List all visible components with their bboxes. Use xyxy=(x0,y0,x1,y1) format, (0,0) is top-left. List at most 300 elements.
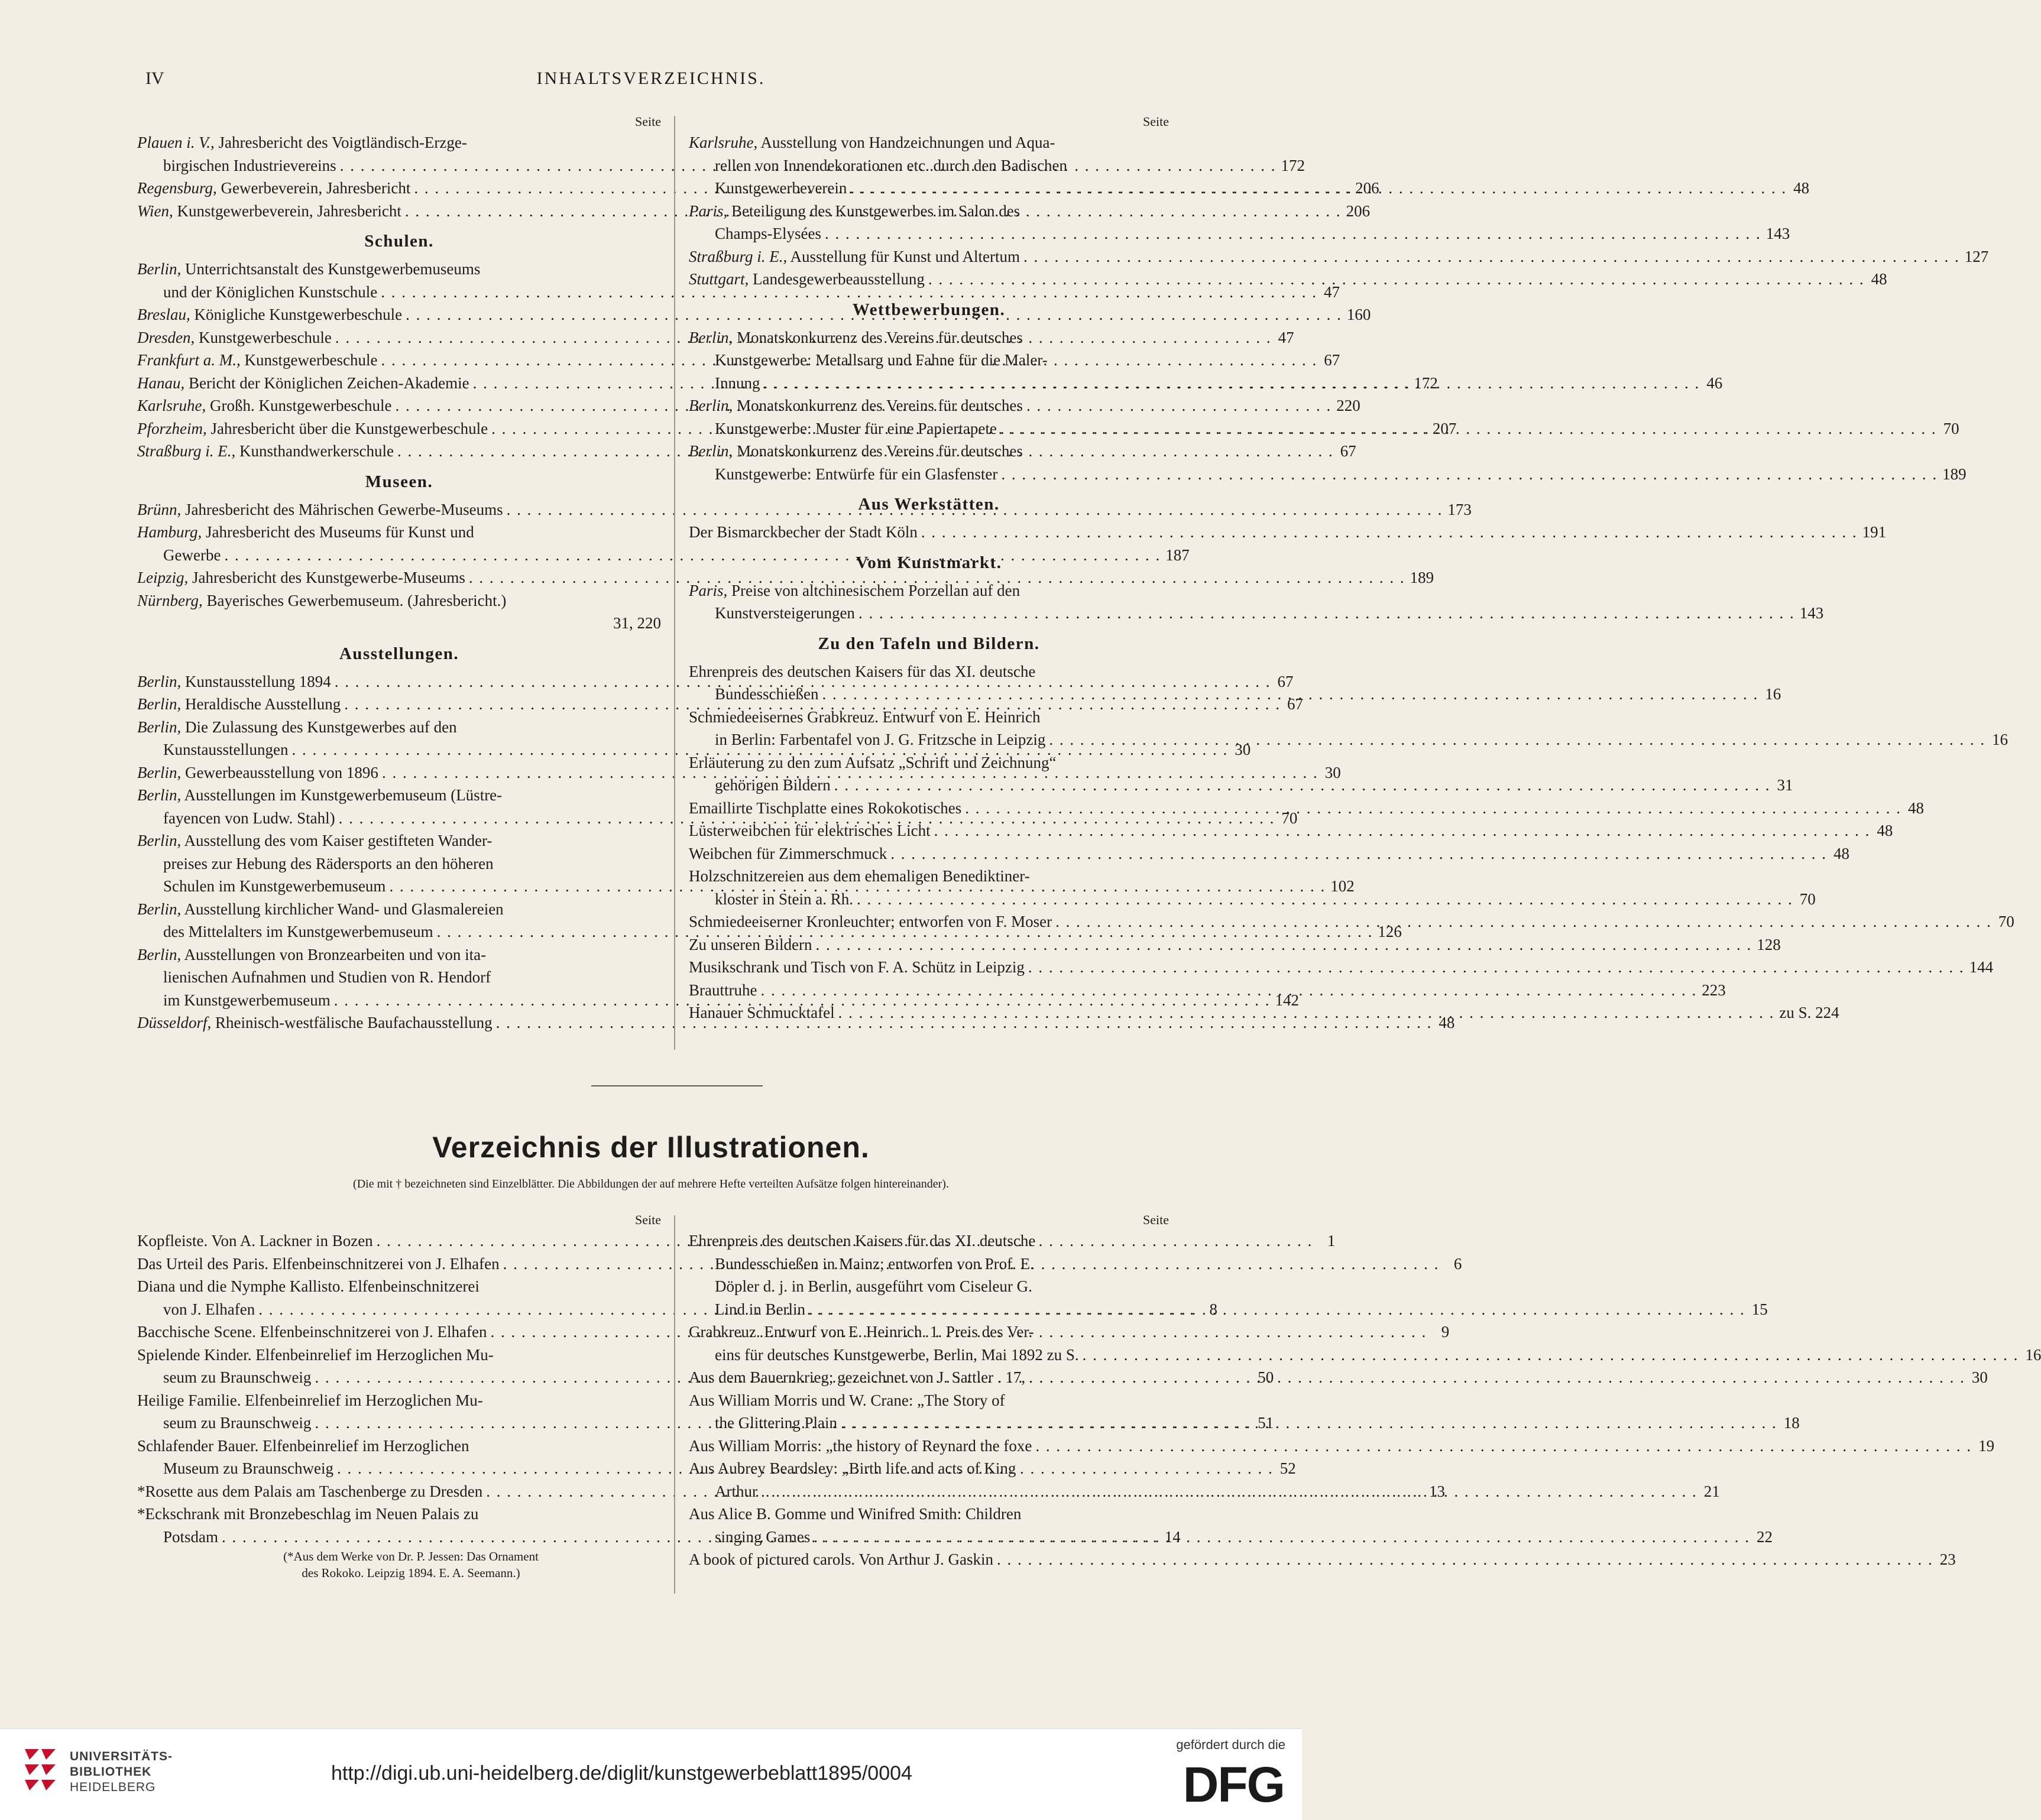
dot-leader xyxy=(805,1298,1745,1321)
entry-title: Beteiligung des Kunstgewerbes im Salon des xyxy=(731,202,1020,220)
entry-place: Berlin, xyxy=(137,786,182,804)
entry-title: Schmiedeeisernes Grabkreuz. Entwurf von E. Heinrich xyxy=(689,708,1041,726)
entry-page: 70 xyxy=(1943,419,1959,437)
entry-page: 70 xyxy=(1799,890,1816,908)
entry-first-line xyxy=(137,589,661,612)
entry-text xyxy=(137,258,480,281)
entry-continuation: Döpler d. j. in Berlin, ausgeführt vom Ciseleur G. xyxy=(715,1277,1032,1295)
entry-continuation: Kunstgewerbe: Metallsarg und Fahne für die Maler- xyxy=(715,351,1048,369)
entry-page: 14 xyxy=(1164,1527,1181,1546)
entry-text xyxy=(689,842,887,865)
entry-text xyxy=(137,1011,493,1034)
funded-by-label: gefördert durch die xyxy=(1176,1737,1285,1752)
entry-place: Berlin, xyxy=(137,695,182,713)
entry-page: 48 xyxy=(1833,844,1849,862)
toc-entry xyxy=(137,566,1434,589)
entry-title: Kunstgewerbeschule xyxy=(244,351,378,369)
entry-continuation: Champs-Elysées xyxy=(715,225,821,242)
entry-page: 22 xyxy=(1757,1527,1773,1546)
entry-page: 206 xyxy=(1346,202,1371,220)
entry-continuation: Bundesschießen in Mainz; entworfen von Prof. E. xyxy=(715,1254,1034,1273)
entry-text xyxy=(689,1503,1021,1526)
entry-text xyxy=(137,200,401,223)
entry-page: 21 xyxy=(1703,1482,1720,1500)
entry-page: 23 xyxy=(1939,1550,1956,1568)
entry-text xyxy=(689,268,925,291)
seite-label: Seite xyxy=(1143,1212,1169,1227)
entry-page: 30 xyxy=(1324,763,1341,781)
entry-title: Aus William Morris und W. Crane: „The Story of xyxy=(689,1391,1005,1409)
entry-place: Straßburg i. E., xyxy=(689,247,788,265)
entry-page: 126 xyxy=(1378,923,1402,940)
entry-text xyxy=(689,1435,1032,1458)
entry-text xyxy=(689,660,1035,683)
toc-entry xyxy=(689,1548,1956,1571)
entry-continuation-line xyxy=(137,966,661,989)
entry-text xyxy=(137,303,402,326)
entry-text xyxy=(137,326,332,349)
entry-place: Berlin, xyxy=(137,718,182,736)
entry-title: Zu unseren Bildern xyxy=(689,935,812,953)
footer-bar xyxy=(0,1728,1302,1820)
entry-page: 47 xyxy=(1278,328,1294,346)
entry-first-line xyxy=(689,245,1989,268)
section-heading-tafeln: Zu den Tafeln und Bildern. xyxy=(818,634,1040,653)
entry-text xyxy=(689,394,1023,417)
page-number: IV xyxy=(145,69,164,88)
entry-page: 48 xyxy=(1877,822,1893,839)
dot-leader xyxy=(853,888,1793,911)
dot-leader xyxy=(1052,910,1992,933)
entry-first-line xyxy=(689,660,1169,683)
entry-title: Grabkreuz. Entwurf von E. Heinrich. 1. Preis des Ver- xyxy=(689,1323,1034,1341)
entry-title: Musikschrank und Tisch von F. A. Schütz in Leipzig xyxy=(689,958,1025,976)
entry-continuation: fayencen von Ludw. Stahl) xyxy=(163,809,335,827)
entry-page: 13 xyxy=(1428,1482,1445,1500)
entry-first-line xyxy=(137,258,661,281)
entry-title: Weibchen für Zimmerschmuck xyxy=(689,844,887,862)
entry-title: Ausstellungen von Bronzearbeiten und von ita- xyxy=(184,945,487,963)
entry-page: 220 xyxy=(1336,397,1360,414)
entry-page: 48 xyxy=(1907,799,1924,817)
entry-continuation-line xyxy=(137,852,661,875)
dot-leader xyxy=(925,268,1865,291)
entry-first-line xyxy=(689,440,1169,463)
entry-place: Leipzig, xyxy=(137,569,189,586)
entry-text xyxy=(137,440,394,463)
entry-text xyxy=(137,1321,487,1344)
entry-text xyxy=(137,566,465,589)
entry-page: 207 xyxy=(1432,419,1457,437)
entry-first-line xyxy=(689,751,1169,774)
dot-leader xyxy=(835,1001,1775,1024)
entry-text xyxy=(137,417,488,440)
toc-entry xyxy=(689,1321,2041,1366)
entry-title: Monatskonkurrenz des Vereins für deutsches xyxy=(737,397,1023,414)
entry-title: Holzschnitzereien aus dem ehemaligen Benediktiner- xyxy=(689,867,1030,885)
entry-continuation-line xyxy=(689,1253,1169,1276)
entry-title: Jahresbericht des Kunstgewerbe-Museums xyxy=(192,569,465,586)
entry-text xyxy=(137,1275,480,1298)
university-library-logo-icon xyxy=(21,1747,60,1798)
entry-text xyxy=(689,1457,1016,1480)
entry-text xyxy=(137,498,503,521)
entry-continuation: Lind in Berlin xyxy=(715,1300,805,1318)
entry-title: Großh. Kunstgewerbeschule xyxy=(210,397,392,414)
entry-page: 173 xyxy=(1447,500,1472,518)
entry-continuation: the Glittering Plain xyxy=(715,1414,837,1432)
entry-text xyxy=(137,372,469,395)
entry-title: Das Urteil des Paris. Elfenbeinschnitzerei von J. Elhafen xyxy=(137,1254,500,1273)
entry-title: Unterrichtsanstalt des Kunstgewerbemuseums xyxy=(185,260,481,278)
entry-continuation: singing Games xyxy=(715,1527,811,1546)
entry-text xyxy=(137,1389,483,1412)
entry-continuation: eins für deutsches Kunstgewerbe, Berlin, Mai 1892 zu S. xyxy=(715,1345,1079,1364)
entry-first-line xyxy=(689,131,1169,154)
entry-text xyxy=(689,579,1020,602)
entry-page: 31 xyxy=(1777,776,1793,794)
entry-last-line xyxy=(689,463,1967,486)
entry-text xyxy=(137,131,467,154)
entry-text xyxy=(689,1229,1035,1253)
entry-first-line xyxy=(689,1435,1995,1458)
entry-last-line xyxy=(689,774,1793,797)
entry-page: 206 xyxy=(1355,179,1379,197)
entry-continuation: Kunstgewerbe: Entwürfe für ein Glasfenster xyxy=(715,465,998,483)
dot-leader xyxy=(837,1412,1777,1435)
entry-page: 48 xyxy=(1871,270,1887,288)
entry-title: Gewerbeausstellung von 1896 xyxy=(185,763,378,781)
entry-continuation: in Berlin: Farbentafel von J. G. Fritzsche in Leipzig xyxy=(715,731,1046,748)
entry-title: Lüsterweibchen für elektrisches Licht xyxy=(689,822,931,839)
entry-page: 51 xyxy=(1258,1414,1274,1432)
entry-place: Straßburg i. E., xyxy=(137,442,236,460)
dot-leader xyxy=(855,602,1795,625)
entry-first-line xyxy=(137,1389,661,1412)
entry-first-line xyxy=(689,1457,1169,1480)
entry-first-line xyxy=(137,784,661,807)
entry-text xyxy=(689,933,812,956)
footnote-line: des Rokoko. Leipzig 1894. E. A. Seemann.) xyxy=(302,1566,520,1580)
entry-continuation: Potsdam xyxy=(163,1527,219,1546)
entry-continuation: Bundesschießen xyxy=(715,685,819,703)
entry-place: Berlin, xyxy=(137,260,182,278)
entry-title: *Eckschrank mit Bronzebeschlag im Neuen Palais zu xyxy=(137,1505,479,1523)
entry-title: Ehrenpreis des deutschen Kaisers für das XI. deutsche xyxy=(689,662,1036,680)
seite-label: Seite xyxy=(635,1212,661,1227)
entry-text xyxy=(137,1253,500,1276)
library-name-line1: UNIVERSITÄTS- xyxy=(70,1750,173,1763)
entry-place: Frankfurt a. M., xyxy=(137,351,241,369)
entry-title: Schlafender Bauer. Elfenbeinrelief im Herzoglichen xyxy=(137,1436,469,1455)
entry-page: 47 xyxy=(1323,283,1340,301)
entry-title: Aus William Morris: „the history of Reynard the foxe xyxy=(689,1436,1032,1455)
entry-title: Landesgewerbeausstellung xyxy=(753,270,925,288)
section-divider xyxy=(591,1085,763,1086)
entry-text xyxy=(689,956,1025,979)
entry-first-line xyxy=(689,706,1169,729)
entry-text xyxy=(137,177,410,200)
entry-place: Berlin, xyxy=(689,328,733,346)
entry-continuation-line xyxy=(689,154,1169,177)
dot-leader xyxy=(810,1526,1750,1549)
entry-continuation: seum zu Braunschweig xyxy=(163,1414,312,1432)
entry-first-line xyxy=(689,1548,1956,1571)
entry-continuation: Innung xyxy=(715,374,760,392)
entry-page: 127 xyxy=(1964,247,1989,265)
entry-page: 172 xyxy=(1414,374,1438,392)
permalink-url[interactable]: http://digi.ub.uni-heidelberg.de/diglit/kunstgewerbeblatt1895/0004 xyxy=(331,1762,912,1785)
entry-title: Erläuterung zu den zum Aufsatz „Schrift und Zeichnung“ xyxy=(689,753,1057,771)
dot-leader xyxy=(847,177,1787,200)
dot-leader xyxy=(818,683,1758,706)
entry-place: Dresden, xyxy=(137,328,195,346)
entry-title: Ausstellung von Handzeichnungen und Aqua- xyxy=(760,134,1055,151)
entry-first-line xyxy=(689,1321,1169,1344)
seite-label: Seite xyxy=(1143,114,1169,129)
entry-text xyxy=(689,440,1023,463)
entry-title: Aus Aubrey Beardsley: „Birth life and acts of King xyxy=(689,1459,1016,1477)
entry-text xyxy=(689,131,1055,154)
entry-title: Kunstgewerbeschule xyxy=(198,328,332,346)
entry-title: Schmiedeeiserner Kronleuchter; entworfen von F. Moser xyxy=(689,913,1052,930)
entry-continuation: lienischen Aufnahmen und Studien von R. Hendorf xyxy=(163,968,491,986)
entry-first-line xyxy=(689,521,1887,544)
entry-title: Ausstellung für Kunst und Altertum xyxy=(790,247,1020,265)
entry-last-line xyxy=(137,612,661,635)
entry-page: 31, 220 xyxy=(613,614,661,632)
toc-entry xyxy=(137,589,661,635)
entry-place: Brünn, xyxy=(137,500,182,518)
entry-page: 67 xyxy=(1324,351,1340,369)
dot-leader xyxy=(931,819,1871,842)
entry-place: Regensburg, xyxy=(137,179,217,197)
entry-place: Berlin, xyxy=(689,397,733,414)
toc-entry xyxy=(689,842,1849,865)
entry-continuation: Kunstgewerbe: Muster für eine Papiertapete xyxy=(715,419,997,437)
dot-leader xyxy=(760,372,1700,395)
running-title: INHALTSVERZEICHNIS. xyxy=(536,69,766,88)
entry-first-line xyxy=(689,842,1849,865)
entry-first-line xyxy=(689,268,1887,291)
column-divider-2 xyxy=(674,1215,675,1594)
entry-first-line xyxy=(137,566,1434,589)
entry-continuation: rellen von Innendekorationen etc. durch den Badischen xyxy=(715,156,1068,174)
section-heading-kunstmarkt: Vom Kunstmarkt. xyxy=(856,553,1002,572)
dot-leader xyxy=(1079,1344,2019,1367)
entry-first-line xyxy=(137,1275,661,1298)
entry-title: Jahresbericht des Mährischen Gewerbe-Museums xyxy=(185,500,503,518)
toc-entry xyxy=(689,579,1824,625)
entry-place: Berlin, xyxy=(137,672,182,690)
entry-first-line xyxy=(689,1389,1169,1412)
entry-title: Ehrenpreis des deutschen Kaisers für das XI. deutsche xyxy=(689,1232,1036,1250)
entry-title: Aus Alice B. Gomme und Winifred Smith: Children xyxy=(689,1505,1022,1523)
entry-text xyxy=(137,394,391,417)
entry-text xyxy=(689,1548,993,1571)
entry-title: Ausstellung kirchlicher Wand- und Glasmalereien xyxy=(184,900,504,918)
entry-first-line xyxy=(137,716,661,739)
entry-continuation: Arthur xyxy=(715,1482,757,1500)
entry-last-line xyxy=(137,281,1340,304)
entry-page: 70 xyxy=(1998,913,2014,930)
entry-page: 143 xyxy=(1765,225,1790,242)
entry-continuation: Kunstversteigerungen xyxy=(715,604,855,622)
seite-label: Seite xyxy=(635,114,661,129)
entry-continuation-line xyxy=(689,349,1169,372)
entry-text xyxy=(689,865,1030,888)
dot-leader xyxy=(757,979,1697,1002)
illustrations-title: Verzeichnis der Illustrationen. xyxy=(432,1131,870,1164)
entry-first-line xyxy=(137,943,661,966)
entry-continuation: von J. Elhafen xyxy=(163,1300,255,1318)
entry-page: 102 xyxy=(1330,877,1355,895)
footnote-line: (*Aus dem Werke von Dr. P. Jessen: Das Ornament xyxy=(283,1549,539,1563)
entry-text xyxy=(137,521,474,544)
entry-text xyxy=(689,245,1020,268)
entry-title: Kunsthandwerkerschule xyxy=(239,442,394,460)
entry-text xyxy=(137,898,504,921)
entry-title: Ausstellungen im Kunstgewerbemuseum (Lüstre- xyxy=(184,786,503,804)
entry-place: Paris, xyxy=(689,581,728,599)
illustrations-note: (Die mit † bezeichneten sind Einzelblätter. Die Abbildungen der auf mehrere Hefte verteilten Aufsätze folgen hintereinander). xyxy=(353,1177,949,1190)
entry-title: Der Bismarckbecher der Stadt Köln xyxy=(689,523,918,541)
entry-page: 19 xyxy=(1978,1436,1995,1455)
entry-page: 187 xyxy=(1165,546,1190,564)
toc-entry xyxy=(689,1229,1768,1321)
entry-text xyxy=(689,819,931,842)
entry-place: Stuttgart, xyxy=(689,270,749,288)
entry-first-line xyxy=(689,579,1169,602)
toc-entry xyxy=(689,245,1989,268)
entry-last-line xyxy=(689,602,1824,625)
entry-first-line xyxy=(137,829,661,852)
entry-continuation: preises zur Hebung des Rädersports an den höheren xyxy=(163,854,494,872)
entry-place: Karlsruhe, xyxy=(137,397,206,414)
entry-text xyxy=(689,326,1023,349)
entry-page: 6 xyxy=(1453,1254,1462,1273)
dot-leader xyxy=(993,1548,1933,1571)
entry-title: Kunstgewerbeverein, Jahresbericht xyxy=(177,202,401,220)
entry-place: Berlin, xyxy=(137,763,182,781)
entry-first-line xyxy=(137,131,661,154)
entry-first-line xyxy=(689,865,1169,888)
entry-page: 67 xyxy=(1340,442,1356,460)
entry-title: Spielende Kinder. Elfenbeinrelief im Herzoglichen Mu- xyxy=(137,1345,494,1364)
entry-place: Pforzheim, xyxy=(137,419,207,437)
entry-title: Monatskonkurrenz des Vereins für deutsches xyxy=(737,328,1023,346)
entry-continuation: seum zu Braunschweig xyxy=(163,1368,312,1386)
entry-page: 16 xyxy=(1765,685,1781,703)
dot-leader xyxy=(1032,1435,1972,1458)
entry-place: Berlin, xyxy=(137,832,182,849)
entry-text xyxy=(689,1321,1034,1344)
section-heading-museen: Museen. xyxy=(365,472,433,491)
entry-continuation: birgischen Industrievereins xyxy=(163,156,336,174)
entry-title: Emaillirte Tischplatte eines Rokokotisches xyxy=(689,799,962,817)
entry-title: Bacchische Scene. Elfenbeinschnitzerei von J. Elhafen xyxy=(137,1323,487,1341)
entry-continuation: Gewerbe xyxy=(163,546,221,564)
entry-page: 18 xyxy=(1783,1414,1800,1432)
dot-leader xyxy=(821,222,1761,245)
toc-entry xyxy=(689,819,1893,842)
section-heading-ausstellungen: Ausstellungen. xyxy=(339,644,459,663)
entry-page: 172 xyxy=(1281,156,1305,174)
toc-entry xyxy=(689,956,1994,979)
toc-entry xyxy=(689,1435,1995,1458)
entry-page: 189 xyxy=(1410,569,1434,586)
entry-title: Jahresbericht des Museums für Kunst und xyxy=(206,523,474,541)
entry-title: Rheinisch-westfälische Baufachausstellung xyxy=(215,1014,493,1031)
entry-page: 48 xyxy=(1439,1014,1455,1031)
dot-leader xyxy=(961,797,1901,820)
entry-text xyxy=(689,521,918,544)
dot-leader xyxy=(1045,728,1985,751)
entry-page: 142 xyxy=(1275,991,1299,1009)
library-name-line3: HEIDELBERG xyxy=(70,1780,156,1794)
entry-page: 9 xyxy=(1441,1323,1450,1341)
entry-place: Berlin, xyxy=(689,442,733,460)
entry-text xyxy=(689,751,1057,774)
entry-first-line xyxy=(689,933,1781,956)
toc-entry xyxy=(689,521,1887,544)
entry-text xyxy=(137,693,341,716)
entry-title: Aus dem Bauernkrieg; gezeichnet von J. Sattler . 17, xyxy=(689,1368,1026,1386)
entry-text xyxy=(137,943,486,966)
entry-text xyxy=(137,1503,478,1526)
section-heading-wettbewerbe: Wettbewerbungen. xyxy=(852,300,1006,319)
column-divider xyxy=(674,116,675,1050)
entry-place: Nürnberg, xyxy=(137,591,203,609)
toc-entry xyxy=(689,268,1887,291)
entry-continuation: des Mittelalters im Kunstgewerbemuseum xyxy=(163,923,433,940)
entry-page: 1 xyxy=(1327,1232,1336,1250)
entry-page: zu S. 224 xyxy=(1779,1004,1839,1021)
entry-text xyxy=(137,829,492,852)
entry-first-line xyxy=(689,200,1169,223)
entry-first-line xyxy=(689,1229,1169,1253)
entry-place: Hanau, xyxy=(137,374,185,392)
entry-continuation: gehörigen Bildern xyxy=(715,776,831,794)
dot-leader xyxy=(918,521,1858,544)
entry-title: Die Zulassung des Kunstgewerbes auf den xyxy=(185,718,457,736)
entry-text xyxy=(689,979,757,1002)
entry-page: 52 xyxy=(1279,1459,1296,1477)
entry-text xyxy=(689,1001,835,1024)
entry-text xyxy=(137,589,506,612)
entry-page: 48 xyxy=(1793,179,1810,197)
entry-place: Breslau, xyxy=(137,306,190,323)
entry-text xyxy=(137,670,331,693)
library-name-line2: BIBLIOTHEK xyxy=(70,1765,152,1779)
entry-text xyxy=(689,1389,1005,1412)
entry-page: 144 xyxy=(1969,958,1994,976)
entry-place: Karlsruhe, xyxy=(689,134,758,151)
entry-last-line xyxy=(689,222,1790,245)
entry-page: 160 xyxy=(1346,306,1371,323)
entry-first-line xyxy=(689,326,1169,349)
entry-page: 15 xyxy=(1751,1300,1768,1318)
entry-continuation: und der Königlichen Kunstschule xyxy=(163,283,378,301)
entry-page: 8 xyxy=(1209,1300,1217,1318)
entry-continuation: kloster in Stein a. Rh. xyxy=(715,890,853,908)
entry-first-line xyxy=(137,1503,661,1526)
entry-title: Heilige Familie. Elfenbeinrelief im Herzoglichen Mu- xyxy=(137,1391,483,1409)
entry-page: 50 xyxy=(1258,1368,1274,1386)
entry-title: Hanauer Schmucktafel xyxy=(689,1004,835,1021)
dot-leader xyxy=(1020,245,1960,268)
entry-page: 189 xyxy=(1942,465,1967,483)
